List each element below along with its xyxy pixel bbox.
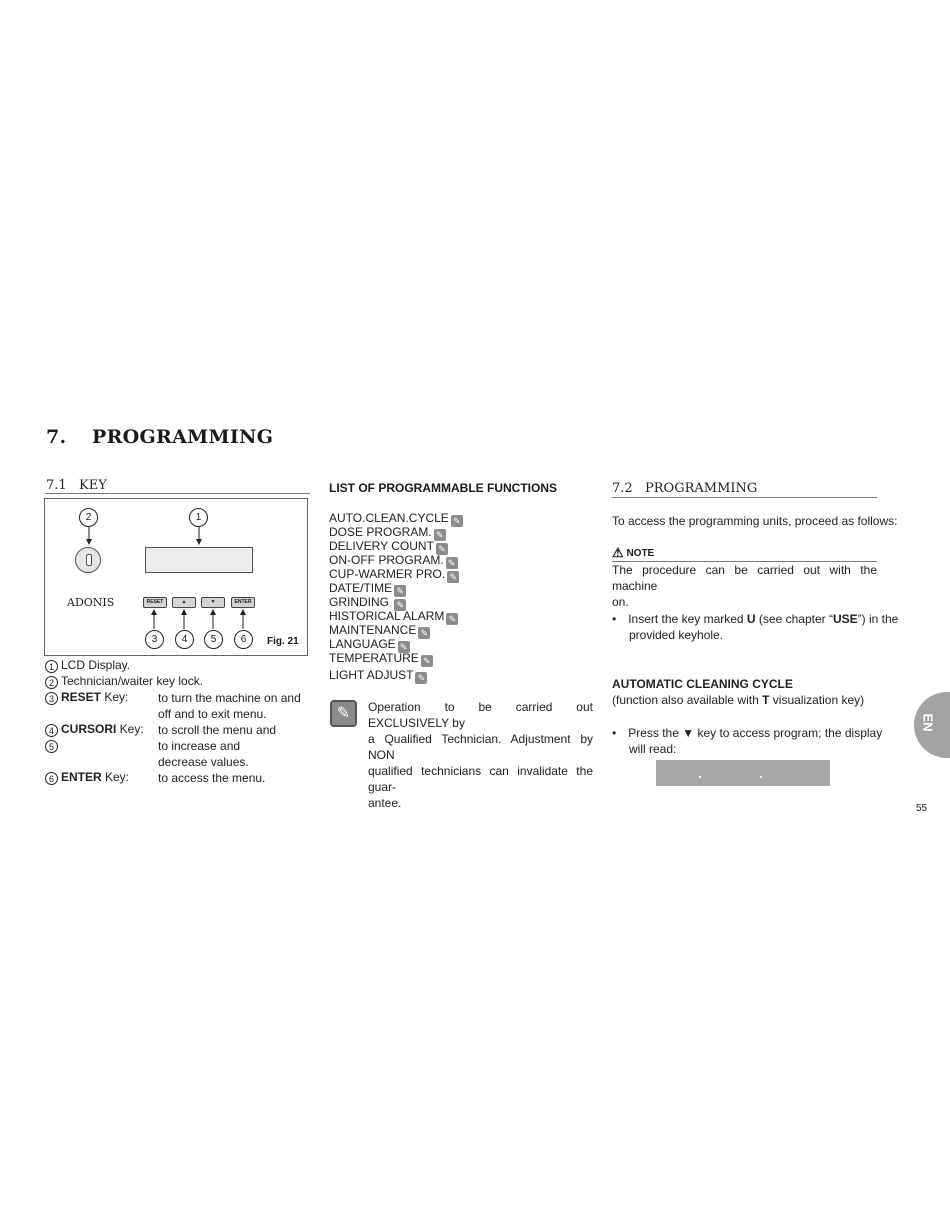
up-arrow-icon: ▲ (181, 599, 187, 605)
callout-2: 2 (79, 508, 98, 527)
function-item: LANGUAGE ✎ (329, 637, 410, 653)
figure-caption: Fig. 21 (267, 636, 299, 647)
wrench-icon: ✎ (436, 543, 448, 555)
technician-warning: Operation to be carried out EXCLUSIVELY by a Qualified Technician. Adjustment by NON qualified technicians can invalidate the guar- antee. (368, 700, 593, 810)
function-item: HISTORICAL ALARM ✎ (329, 609, 458, 625)
callout-1: 1 (189, 508, 208, 527)
wrench-icon: ✎ (451, 515, 463, 527)
control-panel-figure (44, 498, 308, 656)
bullet-insert-key: • Insert the key marked U (see chapter “USE”) in the (612, 612, 899, 626)
auto-clean-title: AUTOMATIC CLEANING CYCLE (612, 677, 793, 691)
display-readout (656, 760, 830, 786)
section-rule (45, 493, 310, 494)
key-item-5-desc: to increase and decrease values. (158, 739, 249, 769)
display-dot (699, 776, 701, 778)
section-heading-programming (612, 481, 757, 496)
auto-clean-subtitle: (function also available with T visualization key) (612, 693, 865, 707)
brand-label: ADONIS (67, 596, 115, 609)
section-title: KEY (79, 478, 107, 493)
callout-5: 5 (204, 630, 223, 649)
bullet-insert-key-line2: provided keyhole. (629, 628, 724, 642)
wrench-icon: ✎ (447, 571, 459, 583)
callout-4: 4 (175, 630, 194, 649)
function-item: CUP-WARMER PRO. ✎ (329, 567, 459, 583)
page-number: 55 (916, 803, 928, 814)
note-text: The procedure can be carried out with the machine on. (612, 563, 877, 609)
function-item: GRINDING ✎ (329, 595, 406, 611)
function-item: LIGHT ADJUST ✎ (329, 668, 427, 684)
chapter-number: 7. (46, 426, 67, 448)
wrench-icon: ✎ (434, 529, 446, 541)
key-item-4: 4 CURSORI Key: (45, 722, 144, 737)
function-item: DELIVERY COUNT ✎ (329, 539, 448, 555)
enter-button: ENTER (231, 597, 255, 608)
function-item: MAINTENANCE ✎ (329, 623, 430, 639)
up-button (172, 597, 196, 608)
note-heading: ⚠ NOTE (612, 545, 655, 560)
down-arrow-icon: ▼ (210, 599, 216, 605)
wrench-icon: ✎ (421, 655, 433, 667)
down-button (201, 597, 225, 608)
language-tab-label: EN (920, 713, 936, 732)
key-lock-icon (75, 547, 101, 573)
key-item-6: 6 ENTER Key: (45, 770, 129, 785)
display-dot (760, 776, 762, 778)
functions-title: LIST OF PROGRAMMABLE FUNCTIONS (329, 481, 557, 495)
chapter-title (46, 426, 273, 448)
section-number: 7.1 (46, 478, 67, 493)
key-item-3-desc: to turn the machine on and off and to exit menu. (158, 691, 301, 721)
wrench-icon: ✎ (415, 672, 427, 684)
bullet: • (612, 726, 617, 740)
function-item: DATE/TIME ✎ (329, 581, 406, 597)
function-item: DOSE PROGRAM. ✎ (329, 525, 446, 541)
key-item-3: 3 RESET Key: (45, 690, 128, 705)
key-item-5: 5 (45, 738, 61, 753)
key-item-4-desc: to scroll the menu and (158, 723, 277, 737)
wrench-icon: ✎ (394, 599, 406, 611)
key-item-2: 2 Technician/waiter key lock. (45, 674, 203, 689)
section-rule (612, 497, 877, 498)
section-heading-key (46, 478, 107, 493)
wrench-icon: ✎ (418, 627, 430, 639)
wrench-icon: ✎ (446, 613, 458, 625)
intro-text: To access the programming units, proceed as follows: (612, 514, 898, 528)
function-item: ON-OFF PROGRAM. ✎ (329, 553, 458, 569)
bullet: • (612, 612, 617, 626)
wrench-icon: ✎ (330, 700, 357, 727)
bullet-press-key-line2: will read: (629, 742, 677, 756)
key-item-1: 1 LCD Display. (45, 658, 130, 673)
wrench-icon: ✎ (398, 641, 410, 653)
callout-6: 6 (234, 630, 253, 649)
function-item: TEMPERATURE ✎ (329, 651, 433, 667)
wrench-icon: ✎ (446, 557, 458, 569)
function-item: AUTO.CLEAN.CYCLE ✎ (329, 511, 463, 527)
key-item-6-desc: to access the menu. (158, 771, 266, 785)
bullet-press-key: • Press the ▼ key to access program; the display (612, 726, 883, 740)
chapter-title-text: PROGRAMMING (92, 426, 274, 448)
down-arrow-icon: ▼ (682, 726, 695, 740)
lcd-display (145, 547, 253, 573)
reset-button: RESET (143, 597, 167, 608)
section-title: PROGRAMMING (645, 481, 758, 496)
callout-3: 3 (145, 630, 164, 649)
warning-triangle-icon: ⚠ (612, 545, 624, 560)
section-number: 7.2 (612, 481, 633, 496)
wrench-icon: ✎ (394, 585, 406, 597)
